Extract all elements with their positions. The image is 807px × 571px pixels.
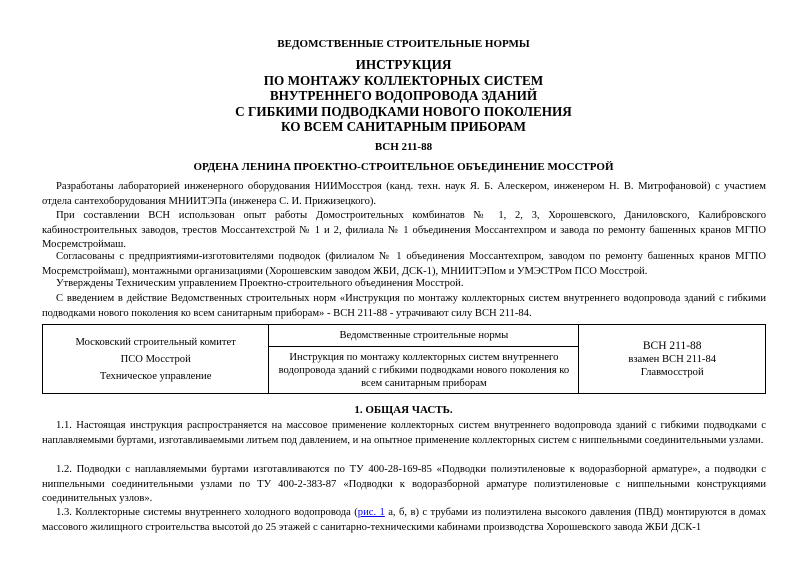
stamp-title-cell: Инструкция по монтажу коллекторных систем внутреннего водопровода зданий с гибкими подводками нового поколения ко всем санитарным приборам [269, 347, 579, 394]
title-line: ИНСТРУКЦИЯ [355, 57, 452, 72]
stamp-authority-line: Московский строительный комитет [75, 336, 236, 348]
approval-stamp-table [42, 324, 766, 394]
title-line: ПО МОНТАЖУ КОЛЛЕКТОРНЫХ СИСТЕМ [263, 72, 544, 88]
department-norms-heading: ВЕДОМСТВЕННЫЕ СТРОИТЕЛЬНЫЕ НОРМЫ [277, 38, 530, 50]
intro-paragraph: Утверждены Техническим управлением Проектно-строительного объединения Мосстрой. [56, 278, 464, 289]
section-paragraph [42, 506, 766, 535]
document-number: ВСН 211-88 [374, 141, 433, 153]
stamp-authority-line: Техническое управление [99, 370, 212, 382]
paragraph-text: а, б, в) с трубами из полиэтилена высокого давления (ПВД) монтируются в домах массового жилищного строительства высотой до 25 этажей с санитарно-техническими кабинами производства Хорошевского завода ЖБИ ДСК-1 [42, 507, 766, 533]
intro-paragraph: Согласованы с предприятиями-изготовителями подводок (филиалом № 1 объединения Моссантехпром, заводом по ремонту башенных кранов МГПО Мосремстроймаш), монтажными организациями (Хорошевским заводом ЖБИ, ДСК-1), МНИИТЭПом и УМЭСТРом ПСО Мосстрой. [42, 251, 766, 277]
stamp-replaces: взамен ВСН 211-84 [628, 353, 717, 365]
paragraph-text: 1.3. Коллекторные системы внутреннего холодного водопровода ( [56, 507, 358, 518]
section-paragraph: 1.1. Настоящая инструкция распространяется на массовое применение коллекторных систем внутреннего водопровода зданий с гибкими подводками с наплавляемыми буртами, изготавливаемыми литьем под давлением, и на опытное применение коллекторных систем с ниппельными соединительными узлами. [42, 420, 766, 446]
stamp-issuer: Главмосстрой [640, 366, 704, 378]
figure-1-link[interactable]: рис. 1 [357, 507, 385, 518]
intro-paragraph: При составлении ВСН использован опыт работы Домостроительных комбинатов № 1, 2, 3, Хорошевского, Даниловского, Калибровского кабиностроительных заводов, трестов Моссантехстрой № 1 и 2, филиала № 1 объединения Моссантехпром и завода по ремонту башенных кранов МГПО Мосремстроймаш. [42, 210, 766, 250]
intro-paragraph: Разработаны лабораторией инженерного оборудования НИИМосстроя (канд. техн. наук Я. Б. Алескером, инженером Н. В. Митрофановой) с участием отдела сантехоборудования МНИИТЭПа (инженера С. И. Прижизецкого). [42, 181, 766, 207]
stamp-code: ВСН 211-88 [642, 339, 702, 352]
section-title: 1. ОБЩАЯ ЧАСТЬ. [354, 404, 453, 416]
stamp-norms-type-cell: Ведомственные строительные нормы [269, 325, 579, 347]
stamp-authority-line: ПСО Мосстрой [120, 353, 191, 365]
title-line: КО ВСЕМ САНИТАРНЫМ ПРИБОРАМ [280, 119, 526, 135]
intro-paragraph: С введением в действие Ведомственных строительных норм «Инструкция по монтажу коллекторных систем внутреннего водопровода зданий с гибкими подводками нового поколения ко всем санитарным приборам» - ВСН 211-88 - утрачивают силу ВСН 211-84. [42, 293, 766, 319]
stamp-authority-cell [43, 325, 269, 394]
section-paragraph: 1.2. Подводки с наплавляемыми буртами изготавливаются по ТУ 400-28-169-85 «Подводки полиэтиленовые к водоразборной арматуре», а подводки с ниппельными соединительными узлами по ТУ 400-2-383-87 «Подводки к водоразборной арматуре полиэтиленовые с ниппельными конструкциями соединительных узлов». [42, 464, 766, 504]
title-line: ВНУТРЕННЕГО ВОДОПРОВОДА ЗДАНИЙ [269, 88, 538, 104]
organization-heading: ОРДЕНА ЛЕНИНА ПРОЕКТНО-СТРОИТЕЛЬНОЕ ОБЪЕДИНЕНИЕ МОССТРОЙ [193, 161, 614, 173]
title-line: С ГИБКИМИ ПОДВОДКАМИ НОВОГО ПОКОЛЕНИЯ [235, 103, 572, 119]
document-title [0, 57, 807, 135]
stamp-code-cell [579, 325, 766, 394]
